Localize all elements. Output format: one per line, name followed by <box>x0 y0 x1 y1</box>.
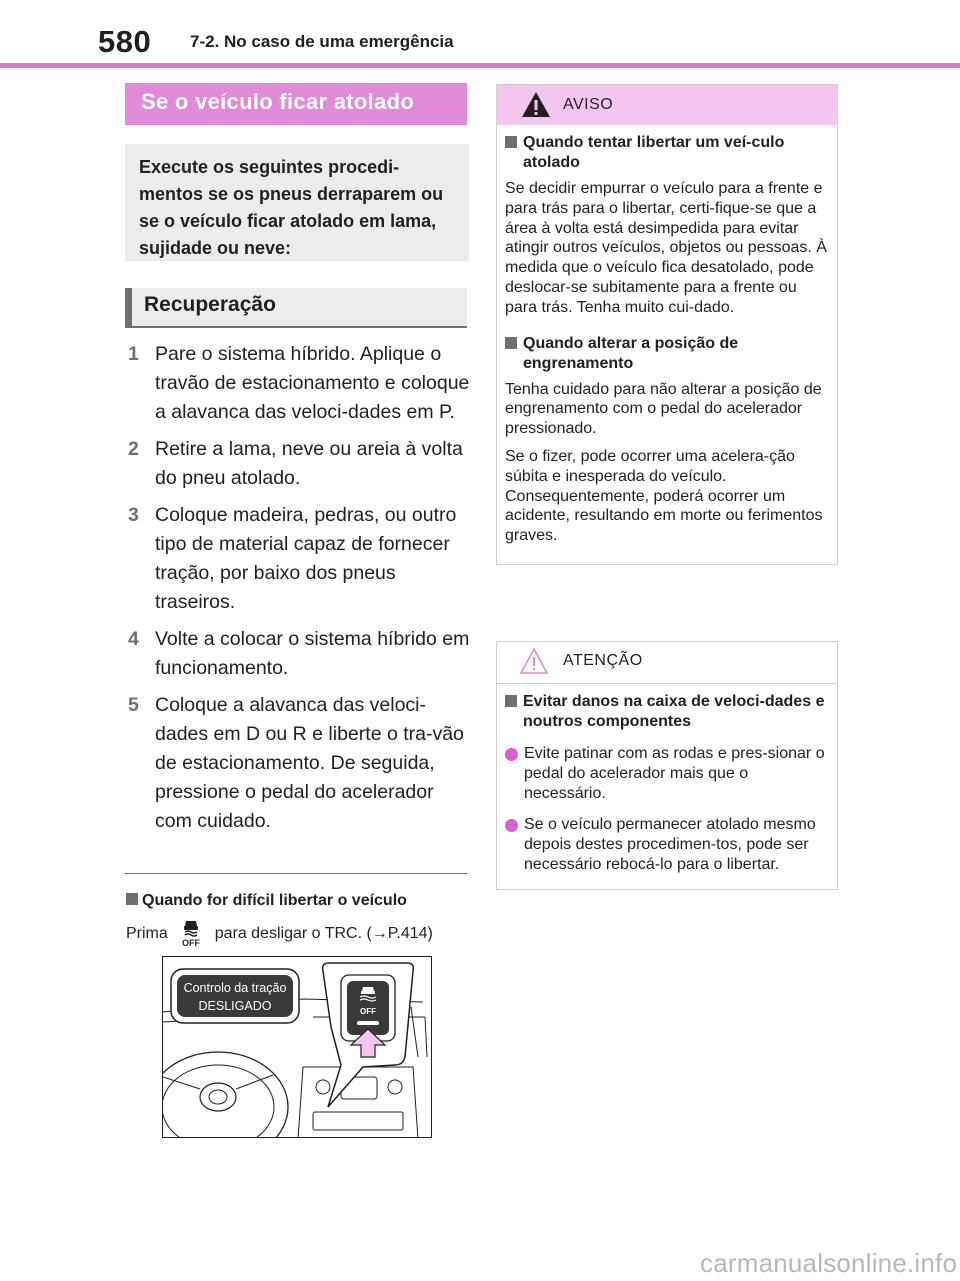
square-bullet-icon <box>505 695 517 707</box>
intro-box: Execute os seguintes procedi-mentos se os pneus derraparem ou se o veículo ficar atolado em lama, sujidade ou neve: <box>125 144 469 261</box>
dashboard-illustration <box>162 956 432 1138</box>
warning-subheading-text: Quando alterar a posição de engrenamento <box>523 334 739 372</box>
caution-bullet <box>505 744 827 803</box>
step-item <box>128 691 473 836</box>
step-number: 4 <box>128 628 139 650</box>
trc-off-icon <box>176 918 206 948</box>
caution-bullet-text: Evite patinar com as rodas e pres-sionar o pedal do acelerador mais que o necessário. <box>524 745 825 802</box>
round-bullet-icon <box>505 819 518 832</box>
warning-paragraph: Se o fizer, pode ocorrer uma acelera-ção súbita e inesperada do veículo. Consequentemente, poderá ocorrer um acidente, resultando em morte ou ferimentos graves. <box>505 447 823 545</box>
caution-label: ATENÇÃO <box>563 652 643 669</box>
square-bullet-icon <box>505 136 517 148</box>
caution-box <box>496 641 838 890</box>
trc-icon-label: OFF <box>182 938 201 948</box>
square-bullet-icon <box>505 337 517 349</box>
recovery-heading: Recuperação <box>125 288 467 328</box>
footer-watermark: carmanualsonline.info <box>700 1248 958 1278</box>
button-off-label: OFF <box>360 1007 376 1016</box>
warning-paragraph: Tenha cuidado para não alterar a posição de engrenamento com o pedal do acelerador pressionado. <box>505 380 822 438</box>
warning-subheading <box>505 334 827 374</box>
step-list <box>128 340 473 844</box>
warning-box <box>496 84 838 565</box>
step-number: 2 <box>128 438 139 460</box>
topic-title: Se o veículo ficar atolado <box>125 83 467 125</box>
callout-line1: Controlo da tração <box>183 981 287 995</box>
warning-subheading <box>505 133 827 173</box>
step-text: Pare o sistema híbrido. Aplique o travão de estacionamento e coloque a alavanca das veloci-dades em P. <box>155 343 470 423</box>
caution-subheading-text: Evitar danos na caixa de veloci-dades e noutros componentes <box>523 693 825 730</box>
step-text: Coloque a alavanca das veloci-dades em D ou R e liberte o tra-vão de estacionamento. De seguida, pressione o pedal do acelerador com cuidado. <box>155 694 464 832</box>
caution-bullet <box>505 815 827 874</box>
caution-bullet-text: Se o veículo permanecer atolado mesmo depois destes procedimen-tos, pode ser necessário rebocá-lo para o libertar. <box>524 816 816 873</box>
step-item <box>128 625 473 683</box>
step-text: Volte a colocar o sistema híbrido em funcionamento. <box>155 628 470 679</box>
warning-body <box>497 125 837 564</box>
warning-label: AVISO <box>563 96 614 113</box>
section-title: 7-2. No caso de uma emergência <box>190 32 454 51</box>
warning-header <box>497 85 837 125</box>
warning-paragraph: Se decidir empurrar o veículo para a frente e para trás para o libertar, certi-fique-se que a área à volta está desimpedida para evitar atingir outros veículos, objetos ou pessoas. À medida que o veículo fica desatolado, pode deslocar-se subitamente para a frente ou para trás. Tenha muito cui-dado. <box>505 180 827 316</box>
step-item <box>128 340 473 427</box>
step-text: Retire a lama, neve ou areia à volta do pneu atolado. <box>155 438 463 489</box>
caution-header <box>497 642 837 684</box>
warning-subheading-text: Quando tentar libertar um veí-culo atolado <box>523 134 785 171</box>
step-item <box>128 435 473 493</box>
step-number: 1 <box>128 343 139 365</box>
info-prefix: Prima <box>126 925 168 942</box>
step-item <box>128 501 473 617</box>
caution-triangle-icon <box>519 647 549 675</box>
square-bullet-icon <box>126 893 138 905</box>
info-rule <box>125 873 467 874</box>
round-bullet-icon <box>505 748 518 761</box>
warning-triangle-icon <box>521 91 551 118</box>
info-heading-text: Quando for difícil libertar o veículo <box>142 892 407 909</box>
info-heading <box>126 892 407 910</box>
caution-body <box>497 684 837 889</box>
caution-subheading <box>505 692 827 732</box>
step-text: Coloque madeira, pedras, ou outro tipo de material capaz de fornecer tração, por baixo dos pneus traseiros. <box>155 504 457 613</box>
step-number: 3 <box>128 504 139 526</box>
dashboard-drawing <box>163 957 432 1138</box>
step-number: 5 <box>128 694 139 716</box>
header-rule <box>0 63 960 68</box>
callout-line2: DESLIGADO <box>198 999 272 1013</box>
info-suffix: para desligar o TRC. (→P.414) <box>214 925 433 942</box>
page-number: 580 <box>98 24 152 59</box>
page-header <box>0 0 960 70</box>
info-text <box>126 918 433 948</box>
